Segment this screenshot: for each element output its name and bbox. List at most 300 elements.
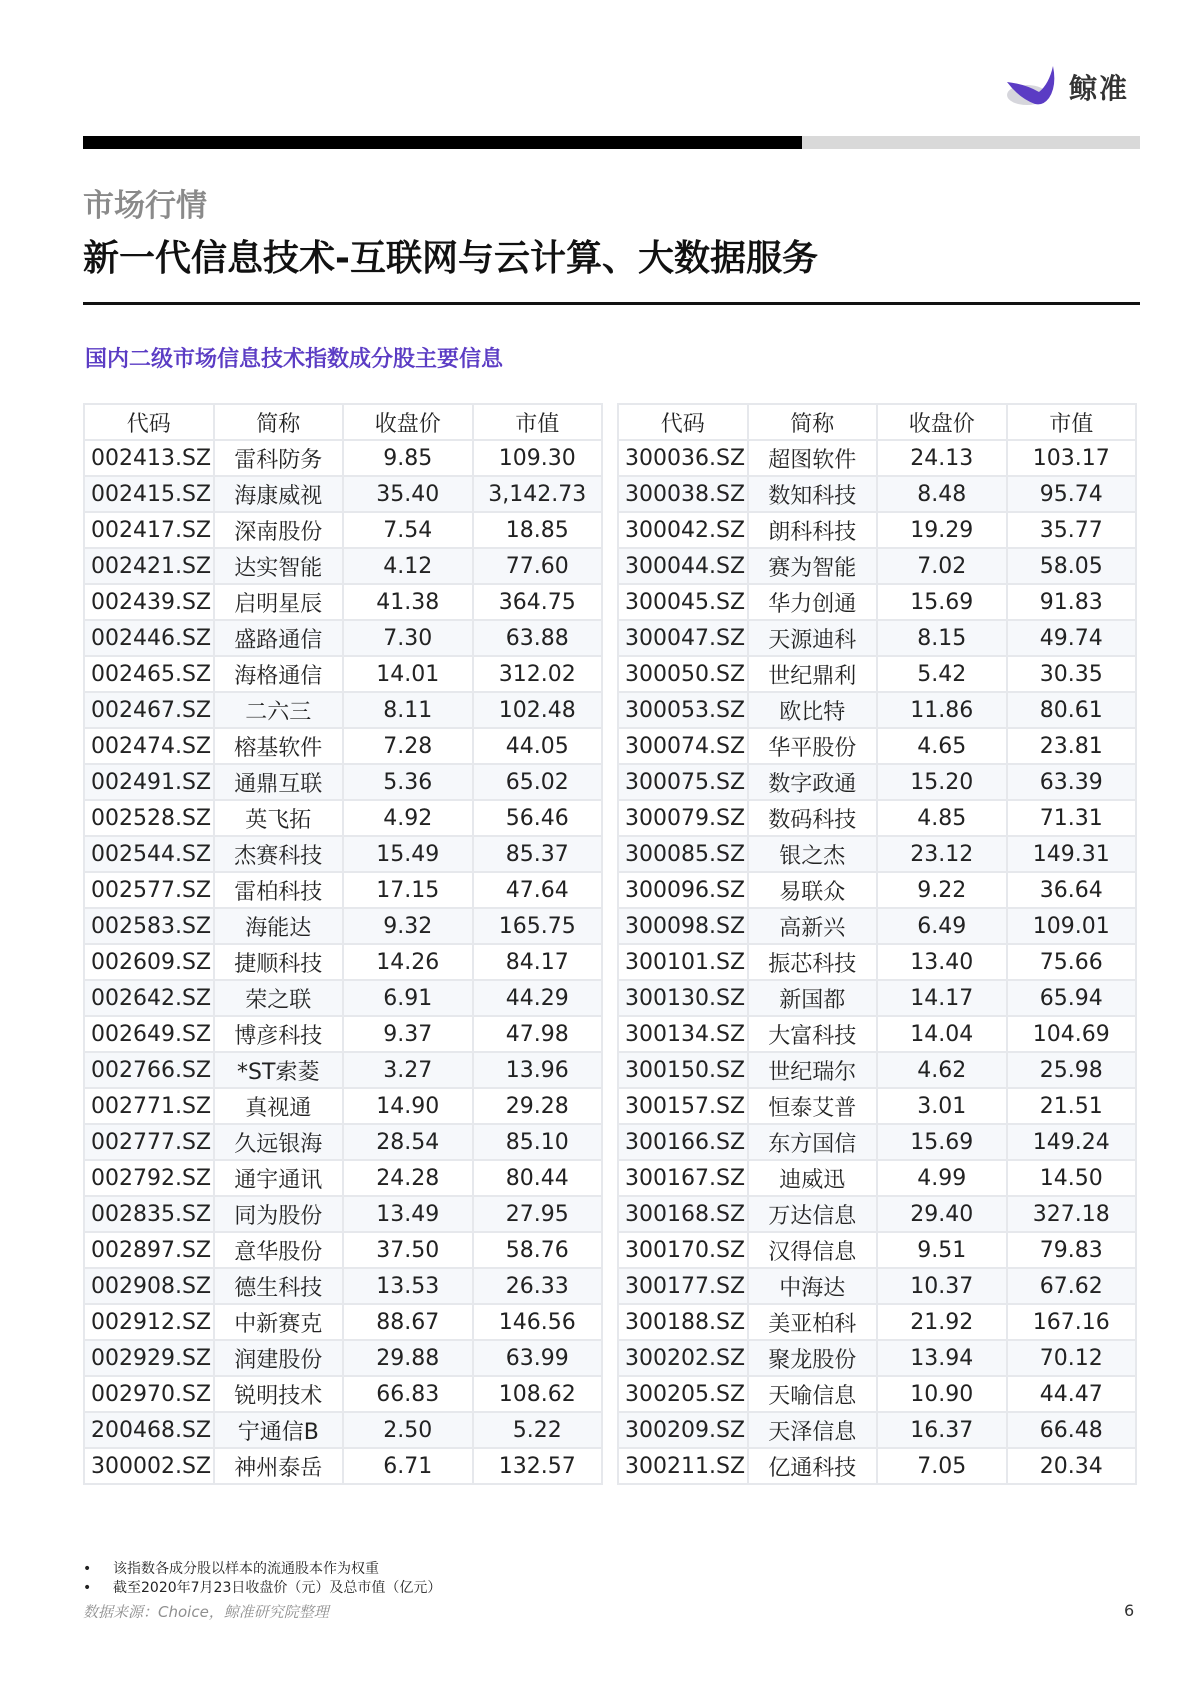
cell-mktcap: 5.22 <box>473 1412 603 1448</box>
cell-mktcap: 109.01 <box>1007 908 1137 944</box>
cell-name: 德生科技 <box>214 1268 344 1304</box>
cell-close: 11.86 <box>877 692 1007 728</box>
cell-mktcap: 58.76 <box>473 1232 603 1268</box>
cell-code: 002908.SZ <box>84 1268 214 1304</box>
cell-name: 榕基软件 <box>214 728 344 764</box>
cell-name: 汉得信息 <box>748 1232 878 1268</box>
brand-name: 鲸准 <box>1069 72 1130 105</box>
cell-name: 数字政通 <box>748 764 878 800</box>
cell-close: 14.17 <box>877 980 1007 1016</box>
cell-code: 300211.SZ <box>618 1448 748 1484</box>
table-row <box>618 1340 1136 1376</box>
cell-mktcap: 65.94 <box>1007 980 1137 1016</box>
cell-mktcap: 47.64 <box>473 872 603 908</box>
cell-close: 3.01 <box>877 1088 1007 1124</box>
cell-code: 300079.SZ <box>618 800 748 836</box>
cell-close: 15.20 <box>877 764 1007 800</box>
table-row <box>618 1196 1136 1232</box>
table-row <box>84 1304 602 1340</box>
cell-mktcap: 85.37 <box>473 836 603 872</box>
table-row <box>618 980 1136 1016</box>
cell-code: 002439.SZ <box>84 584 214 620</box>
cell-close: 37.50 <box>343 1232 473 1268</box>
cell-name: 宁通信B <box>214 1412 344 1448</box>
cell-close: 66.83 <box>343 1376 473 1412</box>
cell-name: 聚龙股份 <box>748 1340 878 1376</box>
section-label: 市场行情 <box>83 188 207 224</box>
cell-close: 4.12 <box>343 548 473 584</box>
brand-logo <box>1005 62 1129 112</box>
cell-mktcap: 103.17 <box>1007 440 1137 476</box>
cell-close: 9.37 <box>343 1016 473 1052</box>
cell-close: 29.40 <box>877 1196 1007 1232</box>
cell-mktcap: 80.44 <box>473 1160 603 1196</box>
table-row <box>84 584 602 620</box>
cell-name: 华力创通 <box>748 584 878 620</box>
cell-code: 300101.SZ <box>618 944 748 980</box>
cell-close: 35.40 <box>343 476 473 512</box>
table-row <box>618 1124 1136 1160</box>
cell-close: 15.69 <box>877 1124 1007 1160</box>
progress-bar <box>83 136 1140 149</box>
cell-code: 300075.SZ <box>618 764 748 800</box>
cell-name: 真视通 <box>214 1088 344 1124</box>
cell-close: 14.01 <box>343 656 473 692</box>
cell-close: 7.05 <box>877 1448 1007 1484</box>
footnotes <box>83 1560 441 1598</box>
cell-mktcap: 364.75 <box>473 584 603 620</box>
cell-mktcap: 165.75 <box>473 908 603 944</box>
cell-code: 002583.SZ <box>84 908 214 944</box>
cell-close: 17.15 <box>343 872 473 908</box>
cell-name: 锐明技术 <box>214 1376 344 1412</box>
cell-name: 达实智能 <box>214 548 344 584</box>
table-row <box>618 1376 1136 1412</box>
cell-name: 同为股份 <box>214 1196 344 1232</box>
table-row <box>84 1340 602 1376</box>
table-row <box>618 800 1136 836</box>
cell-mktcap: 70.12 <box>1007 1340 1137 1376</box>
cell-close: 7.54 <box>343 512 473 548</box>
cell-code: 002912.SZ <box>84 1304 214 1340</box>
cell-code: 300047.SZ <box>618 620 748 656</box>
column-header-name: 简称 <box>214 404 344 440</box>
cell-mktcap: 146.56 <box>473 1304 603 1340</box>
cell-mktcap: 102.48 <box>473 692 603 728</box>
cell-name: 博彦科技 <box>214 1016 344 1052</box>
cell-close: 19.29 <box>877 512 1007 548</box>
cell-name: 恒泰艾普 <box>748 1088 878 1124</box>
cell-code: 300202.SZ <box>618 1340 748 1376</box>
cell-mktcap: 91.83 <box>1007 584 1137 620</box>
cell-code: 300074.SZ <box>618 728 748 764</box>
cell-name: 万达信息 <box>748 1196 878 1232</box>
cell-close: 14.26 <box>343 944 473 980</box>
cell-close: 15.49 <box>343 836 473 872</box>
cell-close: 5.36 <box>343 764 473 800</box>
page-title: 新一代信息技术-互联网与云计算、大数据服务 <box>83 238 818 279</box>
table-row <box>618 872 1136 908</box>
cell-mktcap: 108.62 <box>473 1376 603 1412</box>
table-row <box>618 1052 1136 1088</box>
footnote: • 该指数各成分股以样本的流通股本作为权重 <box>83 1561 379 1577</box>
cell-mktcap: 63.39 <box>1007 764 1137 800</box>
cell-name: 天源迪科 <box>748 620 878 656</box>
cell-code: 002609.SZ <box>84 944 214 980</box>
table-row <box>84 1052 602 1088</box>
cell-name: 数码科技 <box>748 800 878 836</box>
cell-name: 银之杰 <box>748 836 878 872</box>
stock-table-left <box>83 403 603 1485</box>
data-source: 数据来源：Choice，鲸准研究院整理 <box>83 1603 329 1621</box>
cell-mktcap: 44.47 <box>1007 1376 1137 1412</box>
cell-name: 润建股份 <box>214 1340 344 1376</box>
cell-name: 超图软件 <box>748 440 878 476</box>
table-row <box>618 1412 1136 1448</box>
table-row <box>84 656 602 692</box>
table-caption: 国内二级市场信息技术指数成分股主要信息 <box>85 347 504 372</box>
cell-name: 赛为智能 <box>748 548 878 584</box>
cell-close: 24.28 <box>343 1160 473 1196</box>
cell-mktcap: 18.85 <box>473 512 603 548</box>
cell-close: 13.40 <box>877 944 1007 980</box>
cell-close: 4.99 <box>877 1160 1007 1196</box>
column-header-close: 收盘价 <box>877 404 1007 440</box>
cell-close: 15.69 <box>877 584 1007 620</box>
cell-mktcap: 26.33 <box>473 1268 603 1304</box>
table-row <box>618 1160 1136 1196</box>
cell-code: 300168.SZ <box>618 1196 748 1232</box>
cell-mktcap: 75.66 <box>1007 944 1137 980</box>
cell-code: 300045.SZ <box>618 584 748 620</box>
table-row <box>84 512 602 548</box>
table-row <box>618 692 1136 728</box>
cell-code: 300188.SZ <box>618 1304 748 1340</box>
cell-close: 7.28 <box>343 728 473 764</box>
cell-close: 7.02 <box>877 548 1007 584</box>
cell-mktcap: 66.48 <box>1007 1412 1137 1448</box>
table-row <box>84 1160 602 1196</box>
table-row <box>84 476 602 512</box>
cell-code: 002577.SZ <box>84 872 214 908</box>
table-row <box>84 440 602 476</box>
cell-code: 002415.SZ <box>84 476 214 512</box>
cell-name: 英飞拓 <box>214 800 344 836</box>
cell-name: 海康威视 <box>214 476 344 512</box>
cell-name: 杰赛科技 <box>214 836 344 872</box>
cell-close: 28.54 <box>343 1124 473 1160</box>
table-row <box>618 908 1136 944</box>
table-row <box>618 1016 1136 1052</box>
cell-mktcap: 29.28 <box>473 1088 603 1124</box>
cell-code: 300209.SZ <box>618 1412 748 1448</box>
cell-code: 300167.SZ <box>618 1160 748 1196</box>
cell-name: 海格通信 <box>214 656 344 692</box>
cell-name: *ST索菱 <box>214 1052 344 1088</box>
cell-code: 002835.SZ <box>84 1196 214 1232</box>
table-row <box>84 872 602 908</box>
stock-table-right <box>617 403 1137 1485</box>
table-row <box>84 692 602 728</box>
cell-mktcap: 13.96 <box>473 1052 603 1088</box>
table-row <box>618 1268 1136 1304</box>
table-row <box>618 764 1136 800</box>
cell-code: 300205.SZ <box>618 1376 748 1412</box>
cell-close: 29.88 <box>343 1340 473 1376</box>
cell-close: 9.51 <box>877 1232 1007 1268</box>
cell-close: 2.50 <box>343 1412 473 1448</box>
cell-close: 6.71 <box>343 1448 473 1484</box>
cell-mktcap: 21.51 <box>1007 1088 1137 1124</box>
table-row <box>84 764 602 800</box>
cell-code: 300096.SZ <box>618 872 748 908</box>
cell-mktcap: 49.74 <box>1007 620 1137 656</box>
cell-name: 易联众 <box>748 872 878 908</box>
cell-code: 002544.SZ <box>84 836 214 872</box>
column-header-close: 收盘价 <box>343 404 473 440</box>
table-row <box>618 620 1136 656</box>
cell-name: 数知科技 <box>748 476 878 512</box>
cell-name: 中新赛克 <box>214 1304 344 1340</box>
table-row <box>84 1232 602 1268</box>
cell-mktcap: 149.31 <box>1007 836 1137 872</box>
cell-code: 300177.SZ <box>618 1268 748 1304</box>
cell-code: 002474.SZ <box>84 728 214 764</box>
cell-name: 盛路通信 <box>214 620 344 656</box>
cell-mktcap: 47.98 <box>473 1016 603 1052</box>
cell-name: 天泽信息 <box>748 1412 878 1448</box>
cell-mktcap: 79.83 <box>1007 1232 1137 1268</box>
whale-logo-icon <box>1005 62 1061 112</box>
cell-name: 华平股份 <box>748 728 878 764</box>
cell-name: 振芯科技 <box>748 944 878 980</box>
table-row <box>84 980 602 1016</box>
cell-mktcap: 25.98 <box>1007 1052 1137 1088</box>
cell-mktcap: 67.62 <box>1007 1268 1137 1304</box>
footnote: • 截至2020年7月23日收盘价（元）及总市值（亿元） <box>83 1580 442 1596</box>
cell-mktcap: 35.77 <box>1007 512 1137 548</box>
cell-close: 7.30 <box>343 620 473 656</box>
cell-name: 荣之联 <box>214 980 344 1016</box>
cell-code: 002792.SZ <box>84 1160 214 1196</box>
cell-close: 23.12 <box>877 836 1007 872</box>
table-row <box>84 1376 602 1412</box>
table-row <box>618 1088 1136 1124</box>
cell-close: 14.04 <box>877 1016 1007 1052</box>
table-row <box>84 1268 602 1304</box>
cell-mktcap: 84.17 <box>473 944 603 980</box>
cell-close: 13.53 <box>343 1268 473 1304</box>
cell-mktcap: 109.30 <box>473 440 603 476</box>
cell-mktcap: 14.50 <box>1007 1160 1137 1196</box>
cell-mktcap: 44.05 <box>473 728 603 764</box>
cell-name: 迪威迅 <box>748 1160 878 1196</box>
cell-mktcap: 36.64 <box>1007 872 1137 908</box>
cell-code: 002777.SZ <box>84 1124 214 1160</box>
cell-name: 久远银海 <box>214 1124 344 1160</box>
cell-close: 3.27 <box>343 1052 473 1088</box>
cell-close: 24.13 <box>877 440 1007 476</box>
cell-mktcap: 327.18 <box>1007 1196 1137 1232</box>
cell-mktcap: 27.95 <box>473 1196 603 1232</box>
cell-code: 002465.SZ <box>84 656 214 692</box>
table-row <box>618 548 1136 584</box>
table-row <box>618 836 1136 872</box>
cell-mktcap: 167.16 <box>1007 1304 1137 1340</box>
cell-name: 意华股份 <box>214 1232 344 1268</box>
cell-code: 002897.SZ <box>84 1232 214 1268</box>
cell-mktcap: 58.05 <box>1007 548 1137 584</box>
cell-code: 002413.SZ <box>84 440 214 476</box>
column-header-mktcap: 市值 <box>473 404 603 440</box>
cell-mktcap: 20.34 <box>1007 1448 1137 1484</box>
progress-bar-fill <box>83 136 802 149</box>
cell-mktcap: 104.69 <box>1007 1016 1137 1052</box>
cell-code: 002528.SZ <box>84 800 214 836</box>
cell-mktcap: 77.60 <box>473 548 603 584</box>
table-row <box>84 800 602 836</box>
cell-mktcap: 65.02 <box>473 764 603 800</box>
cell-mktcap: 149.24 <box>1007 1124 1137 1160</box>
cell-name: 神州泰岳 <box>214 1448 344 1484</box>
cell-code: 300042.SZ <box>618 512 748 548</box>
table-row <box>618 476 1136 512</box>
cell-code: 300150.SZ <box>618 1052 748 1088</box>
cell-mktcap: 63.99 <box>473 1340 603 1376</box>
cell-name: 高新兴 <box>748 908 878 944</box>
table-row <box>618 656 1136 692</box>
cell-close: 13.94 <box>877 1340 1007 1376</box>
cell-name: 通鼎互联 <box>214 764 344 800</box>
column-header-name: 简称 <box>748 404 878 440</box>
table-row <box>84 944 602 980</box>
table-row <box>84 1124 602 1160</box>
cell-code: 300166.SZ <box>618 1124 748 1160</box>
cell-close: 16.37 <box>877 1412 1007 1448</box>
table-row <box>618 1232 1136 1268</box>
cell-code: 002491.SZ <box>84 764 214 800</box>
column-header-code: 代码 <box>84 404 214 440</box>
table-row <box>84 548 602 584</box>
cell-code: 300050.SZ <box>618 656 748 692</box>
table-row <box>84 1448 602 1484</box>
title-divider <box>83 302 1140 305</box>
cell-close: 88.67 <box>343 1304 473 1340</box>
cell-close: 8.48 <box>877 476 1007 512</box>
cell-close: 21.92 <box>877 1304 1007 1340</box>
cell-mktcap: 312.02 <box>473 656 603 692</box>
table-row <box>618 1304 1136 1340</box>
cell-code: 002970.SZ <box>84 1376 214 1412</box>
cell-close: 8.11 <box>343 692 473 728</box>
cell-close: 4.85 <box>877 800 1007 836</box>
cell-name: 启明星辰 <box>214 584 344 620</box>
cell-name: 亿通科技 <box>748 1448 878 1484</box>
cell-mktcap: 95.74 <box>1007 476 1137 512</box>
table-row <box>618 512 1136 548</box>
cell-code: 002766.SZ <box>84 1052 214 1088</box>
cell-name: 欧比特 <box>748 692 878 728</box>
cell-close: 9.85 <box>343 440 473 476</box>
cell-name: 捷顺科技 <box>214 944 344 980</box>
cell-mktcap: 71.31 <box>1007 800 1137 836</box>
cell-close: 10.90 <box>877 1376 1007 1412</box>
cell-close: 4.62 <box>877 1052 1007 1088</box>
cell-name: 深南股份 <box>214 512 344 548</box>
cell-close: 10.37 <box>877 1268 1007 1304</box>
page-number: 6 <box>1124 1601 1135 1620</box>
cell-code: 300170.SZ <box>618 1232 748 1268</box>
cell-code: 002649.SZ <box>84 1016 214 1052</box>
cell-mktcap: 80.61 <box>1007 692 1137 728</box>
table-row <box>618 1448 1136 1484</box>
cell-code: 300053.SZ <box>618 692 748 728</box>
cell-mktcap: 23.81 <box>1007 728 1137 764</box>
cell-name: 世纪鼎利 <box>748 656 878 692</box>
cell-code: 200468.SZ <box>84 1412 214 1448</box>
cell-mktcap: 3,142.73 <box>473 476 603 512</box>
cell-close: 41.38 <box>343 584 473 620</box>
cell-code: 300044.SZ <box>618 548 748 584</box>
table-row <box>618 440 1136 476</box>
table-row <box>84 620 602 656</box>
cell-name: 中海达 <box>748 1268 878 1304</box>
cell-close: 14.90 <box>343 1088 473 1124</box>
cell-mktcap: 85.10 <box>473 1124 603 1160</box>
cell-name: 大富科技 <box>748 1016 878 1052</box>
cell-name: 朗科科技 <box>748 512 878 548</box>
cell-code: 002467.SZ <box>84 692 214 728</box>
cell-close: 13.49 <box>343 1196 473 1232</box>
cell-name: 东方国信 <box>748 1124 878 1160</box>
table-row <box>618 728 1136 764</box>
table-row <box>84 728 602 764</box>
table-row <box>84 1016 602 1052</box>
table-row <box>84 1196 602 1232</box>
cell-code: 300098.SZ <box>618 908 748 944</box>
cell-mktcap: 30.35 <box>1007 656 1137 692</box>
cell-name: 新国都 <box>748 980 878 1016</box>
cell-name: 二六三 <box>214 692 344 728</box>
cell-code: 300134.SZ <box>618 1016 748 1052</box>
cell-mktcap: 44.29 <box>473 980 603 1016</box>
cell-code: 300157.SZ <box>618 1088 748 1124</box>
cell-code: 002417.SZ <box>84 512 214 548</box>
cell-mktcap: 63.88 <box>473 620 603 656</box>
table-row <box>84 908 602 944</box>
cell-name: 美亚柏科 <box>748 1304 878 1340</box>
cell-code: 002771.SZ <box>84 1088 214 1124</box>
cell-code: 002642.SZ <box>84 980 214 1016</box>
cell-name: 通宇通讯 <box>214 1160 344 1196</box>
column-header-mktcap: 市值 <box>1007 404 1137 440</box>
cell-code: 300002.SZ <box>84 1448 214 1484</box>
table-row <box>618 944 1136 980</box>
cell-name: 世纪瑞尔 <box>748 1052 878 1088</box>
cell-code: 300036.SZ <box>618 440 748 476</box>
cell-name: 天喻信息 <box>748 1376 878 1412</box>
table-row <box>84 1088 602 1124</box>
cell-close: 6.49 <box>877 908 1007 944</box>
cell-code: 300130.SZ <box>618 980 748 1016</box>
cell-close: 6.91 <box>343 980 473 1016</box>
cell-code: 300085.SZ <box>618 836 748 872</box>
cell-code: 300038.SZ <box>618 476 748 512</box>
cell-close: 4.65 <box>877 728 1007 764</box>
cell-close: 8.15 <box>877 620 1007 656</box>
cell-close: 9.22 <box>877 872 1007 908</box>
cell-name: 海能达 <box>214 908 344 944</box>
